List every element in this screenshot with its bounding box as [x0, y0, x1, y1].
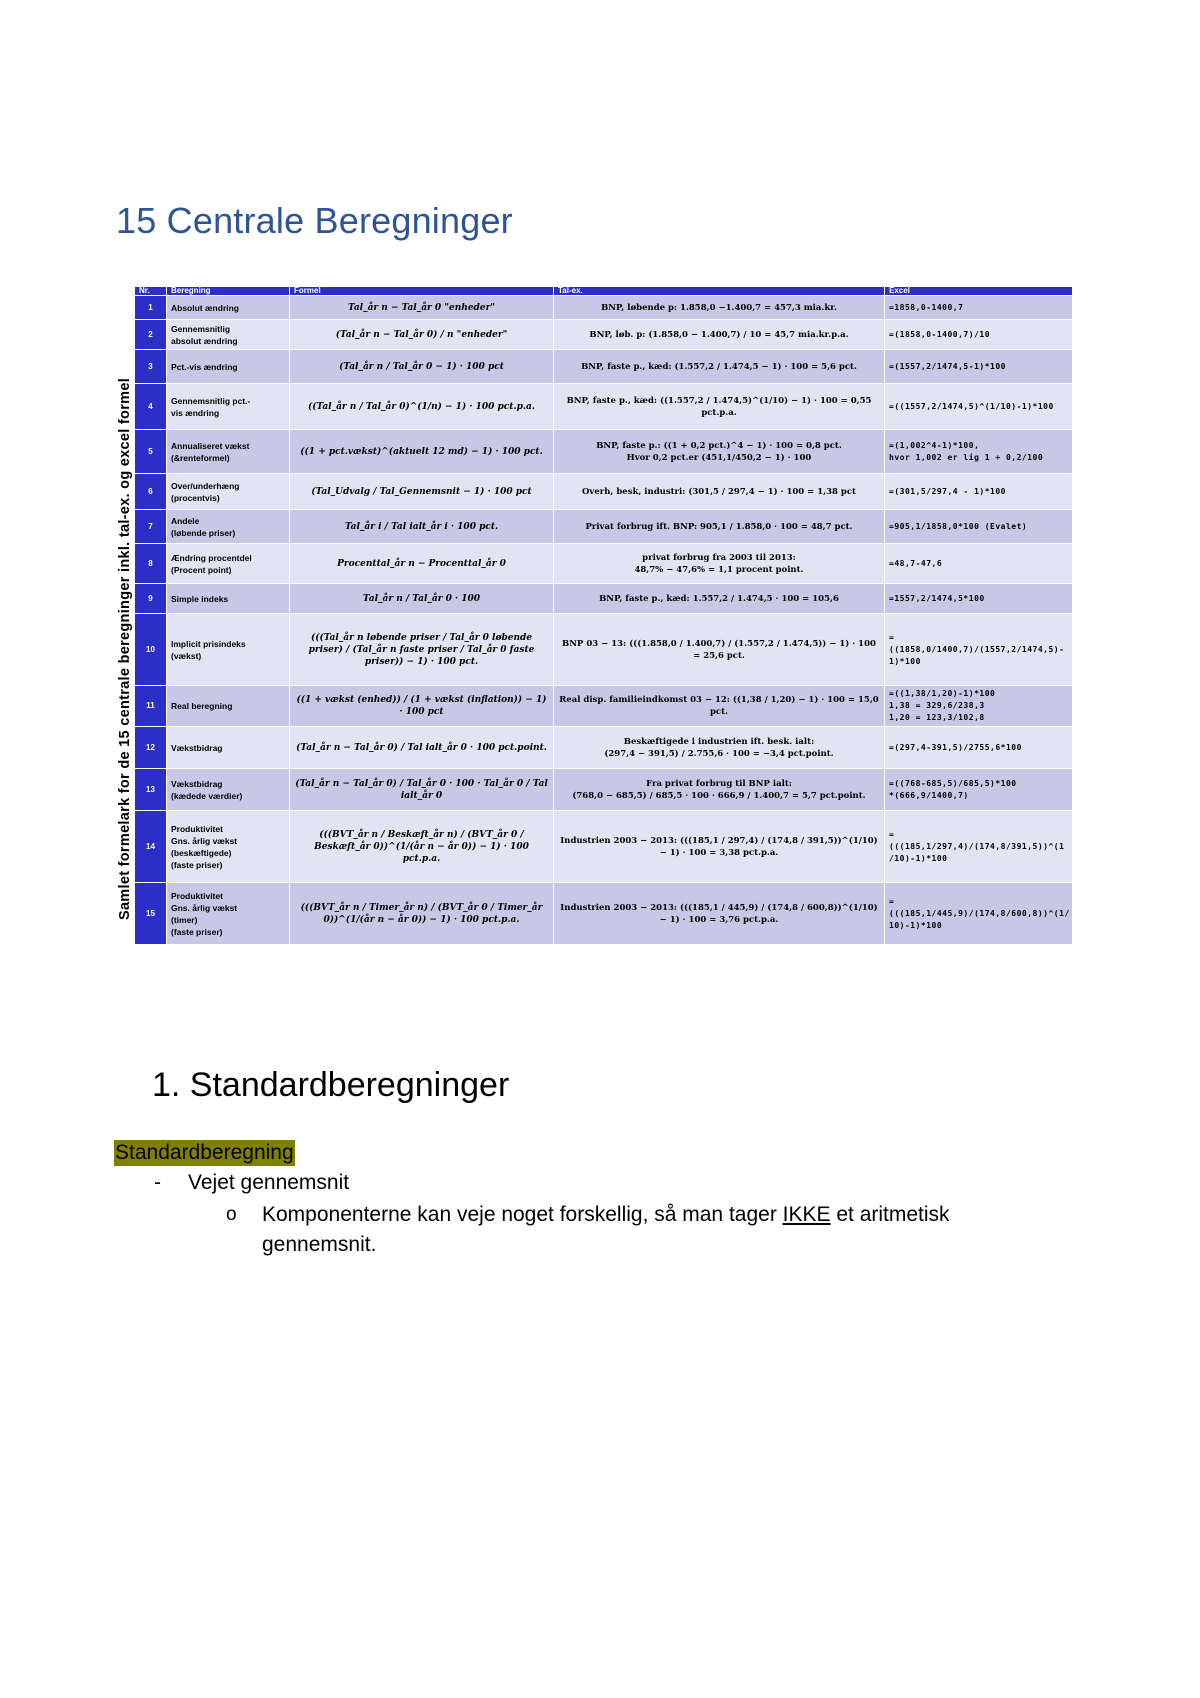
table-row	[135, 350, 1073, 384]
header-excel: Excel	[885, 287, 1073, 296]
formula-cell: Tal_år n / Tal_år 0 · 100	[290, 584, 554, 614]
table-row	[135, 544, 1073, 584]
section-heading: 1. Standardberegninger	[152, 1066, 510, 1104]
row-number: 7	[135, 510, 167, 544]
formula-cell: ((1 + vækst (enhed)) / (1 + vækst (inflation)) − 1) · 100 pct	[290, 686, 554, 727]
row-number: 1	[135, 296, 167, 320]
calculation-name: Absolut ændring	[167, 296, 290, 320]
table-row	[135, 296, 1073, 320]
table-header-row	[135, 287, 1073, 296]
formula-cell: Procenttal_år n − Procenttal_år 0	[290, 544, 554, 584]
example-cell: Real disp. familieindkomst 03 − 12: ((1,38 / 1,20) − 1) · 100 = 15,0 pct.	[554, 686, 885, 727]
formula-table	[134, 286, 1073, 945]
calculation-name: Vækstbidrag (kædede værdier)	[167, 769, 290, 811]
calculation-name: Produktivitet Gns. årlig vækst (beskæftigede) (faste priser)	[167, 811, 290, 883]
header-formel: Formel	[290, 287, 554, 296]
calculation-name: Pct.-vis ændring	[167, 350, 290, 384]
header-beregning: Beregning	[167, 287, 290, 296]
excel-cell: =905,1/1858,0*100 (Evalet)	[885, 510, 1073, 544]
calculation-name: Vækstbidrag	[167, 727, 290, 769]
formula-cell: Tal_år i / Tal ialt_år i · 100 pct.	[290, 510, 554, 544]
calculation-name: Implicit prisindeks (vækst)	[167, 614, 290, 686]
sub-list-text-end: et aritmetisk gennemsnit.	[262, 1203, 950, 1256]
excel-cell: =((1858,0/1400,7)/(1557,2/1474,5)- 1)*100	[885, 614, 1073, 686]
excel-cell: =((768-685,5)/685,5)*100 *(666,9/1400,7)	[885, 769, 1073, 811]
excel-cell: =(1557,2/1474,5-1)*100	[885, 350, 1073, 384]
calculation-name: Produktivitet Gns. årlig vækst (timer) (faste priser)	[167, 883, 290, 945]
example-cell: BNP, faste p.: ((1 + 0,2 pct.)^4 − 1) · 100 = 0,8 pct. Hvor 0,2 pct.er (451,1/450,2 − 1) · 100	[554, 430, 885, 474]
formula-cell: (((BVT_år n / Timer_år n) / (BVT_år 0 / Timer_år 0))^(1/(år n − år 0)) − 1) · 100 pct.p.a.	[290, 883, 554, 945]
example-cell: Industrien 2003 − 2013: (((185,1 / 297,4) / (174,8 / 391,5))^(1/10) − 1) · 100 = 3,38 pct.p.a.	[554, 811, 885, 883]
dash-bullet-icon: -	[154, 1171, 161, 1194]
excel-cell: =(1858,0-1400,7)/10	[885, 320, 1073, 350]
excel-cell: =(301,5/297,4 - 1)*100	[885, 474, 1073, 510]
table-row	[135, 384, 1073, 430]
excel-cell: =((1557,2/1474,5)^(1/10)-1)*100	[885, 384, 1073, 430]
excel-cell: =48,7-47,6	[885, 544, 1073, 584]
sub-heading: Standardberegning	[115, 1141, 294, 1164]
table-row	[135, 320, 1073, 350]
formula-cell: (Tal_Udvalg / Tal_Gennemsnit − 1) · 100 pct	[290, 474, 554, 510]
formula-cell: (Tal_år n / Tal_år 0 − 1) · 100 pct	[290, 350, 554, 384]
table-row	[135, 510, 1073, 544]
row-number: 3	[135, 350, 167, 384]
example-cell: Industrien 2003 − 2013: (((185,1 / 445,9) / (174,8 / 600,8))^(1/10) − 1) · 100 = 3,76 pct.p.a.	[554, 883, 885, 945]
example-cell: BNP, faste p., kæd: ((1.557,2 / 1.474,5)^(1/10) − 1) · 100 = 0,55 pct.p.a.	[554, 384, 885, 430]
formula-cell: (Tal_år n − Tal_år 0) / Tal ialt_år 0 · 100 pct.point.	[290, 727, 554, 769]
excel-cell: =(297,4-391,5)/2755,6*100	[885, 727, 1073, 769]
header-tal-ex: Tal-ex.	[554, 287, 885, 296]
table-row	[135, 430, 1073, 474]
excel-cell: =(((185,1/445,9)/(174,8/600,8))^(1/ 10)-1)*100	[885, 883, 1073, 945]
row-number: 10	[135, 614, 167, 686]
formula-cell: (Tal_år n − Tal_år 0) / n "enheder"	[290, 320, 554, 350]
row-number: 6	[135, 474, 167, 510]
header-nr: Nr.	[135, 287, 167, 296]
row-number: 13	[135, 769, 167, 811]
example-cell: BNP, løbende p: 1.858,0 −1.400,7 = 457,3 mia.kr.	[554, 296, 885, 320]
example-cell: Fra privat forbrug til BNP ialt: (768,0 − 685,5) / 685,5 · 100 · 666,9 / 1.400,7 = 5,7 pct.point.	[554, 769, 885, 811]
side-label-text: Samlet formelark for de 15 centrale beregninger inkl. tal-ex. og excel formel	[117, 377, 133, 921]
row-number: 4	[135, 384, 167, 430]
row-number: 9	[135, 584, 167, 614]
table-row	[135, 883, 1073, 945]
example-cell: BNP, løb. p: (1.858,0 − 1.400,7) / 10 = 45,7 mia.kr.p.a.	[554, 320, 885, 350]
table-row	[135, 727, 1073, 769]
calculation-name: Ændring procentdel (Procent point)	[167, 544, 290, 584]
row-number: 12	[135, 727, 167, 769]
calculation-name: Simple indeks	[167, 584, 290, 614]
page-title: 15 Centrale Beregninger	[116, 200, 513, 241]
excel-cell: =(((185,1/297,4)/(174,8/391,5))^(1 /10)-1)*100	[885, 811, 1073, 883]
example-cell: privat forbrug fra 2003 til 2013: 48,7% − 47,6% = 1,1 procent point.	[554, 544, 885, 584]
table-row	[135, 686, 1073, 727]
formula-cell: (((BVT_år n / Beskæft_år n) / (BVT_år 0 / Beskæft_år 0))^(1/(år n − år 0)) − 1) · 100 pct.p.a.	[290, 811, 554, 883]
formula-sheet	[112, 284, 1072, 1002]
calculation-name: Annualiseret vækst (&renteformel)	[167, 430, 290, 474]
calculation-name: Andele (løbende priser)	[167, 510, 290, 544]
example-cell: BNP, faste p., kæd: 1.557,2 / 1.474,5 · 100 = 105,6	[554, 584, 885, 614]
formula-cell: ((Tal_år n / Tal_år 0)^(1/n) − 1) · 100 pct.p.a.	[290, 384, 554, 430]
formula-cell: (Tal_år n − Tal_år 0) / Tal_år 0 · 100 · Tal_år 0 / Tal ialt_år 0	[290, 769, 554, 811]
row-number: 11	[135, 686, 167, 727]
calculation-name: Gennemsnitlig pct.- vis ændring	[167, 384, 290, 430]
example-cell: BNP, faste p., kæd: (1.557,2 / 1.474,5 − 1) · 100 = 5,6 pct.	[554, 350, 885, 384]
table-row	[135, 811, 1073, 883]
excel-cell: =(1,002^4-1)*100, hvor 1,002 er lig 1 + 0,2/100	[885, 430, 1073, 474]
example-cell: Overh, besk, industri: (301,5 / 297,4 − 1) · 100 = 1,38 pct	[554, 474, 885, 510]
row-number: 8	[135, 544, 167, 584]
calculation-name: Real beregning	[167, 686, 290, 727]
row-number: 15	[135, 883, 167, 945]
excel-cell: =1858,0-1400,7	[885, 296, 1073, 320]
table-row	[135, 584, 1073, 614]
sub-list-item-text	[262, 1200, 1022, 1260]
calculation-name: Gennemsnitlig absolut ændring	[167, 320, 290, 350]
formula-cell: Tal_år n − Tal_år 0 "enheder"	[290, 296, 554, 320]
formula-cell: (((Tal_år n løbende priser / Tal_år 0 løbende priser) / (Tal_år n faste priser / Tal_år 0 faste priser)) − 1) · 100 pct.	[290, 614, 554, 686]
table-row	[135, 614, 1073, 686]
row-number: 14	[135, 811, 167, 883]
underlined-word: IKKE	[782, 1203, 831, 1226]
excel-cell: =1557,2/1474,5*100	[885, 584, 1073, 614]
excel-cell: =((1,38/1,20)-1)*100 1,38 = 329,6/238,3 1,20 = 123,3/102,8	[885, 686, 1073, 727]
calculation-name: Over/underhæng (procentvis)	[167, 474, 290, 510]
sub-list-text-start: Komponenterne kan veje noget forskellig, så man tager	[262, 1203, 783, 1226]
example-cell: Privat forbrug ift. BNP: 905,1 / 1.858,0 · 100 = 48,7 pct.	[554, 510, 885, 544]
formula-cell: ((1 + pct.vækst)^(aktuelt 12 md) − 1) · 100 pct.	[290, 430, 554, 474]
row-number: 5	[135, 430, 167, 474]
example-cell: BNP 03 − 13: (((1.858,0 / 1.400,7) / (1.557,2 / 1.474,5)) − 1) · 100 = 25,6 pct.	[554, 614, 885, 686]
table-row	[135, 474, 1073, 510]
list-item-text: Vejet gennemsnit	[188, 1171, 350, 1194]
row-number: 2	[135, 320, 167, 350]
table-row	[135, 769, 1073, 811]
example-cell: Beskæftigede i industrien ift. besk. ialt: (297,4 − 391,5) / 2.755,6 · 100 = −3,4 pct.point.	[554, 727, 885, 769]
circle-bullet-icon: o	[226, 1204, 237, 1225]
